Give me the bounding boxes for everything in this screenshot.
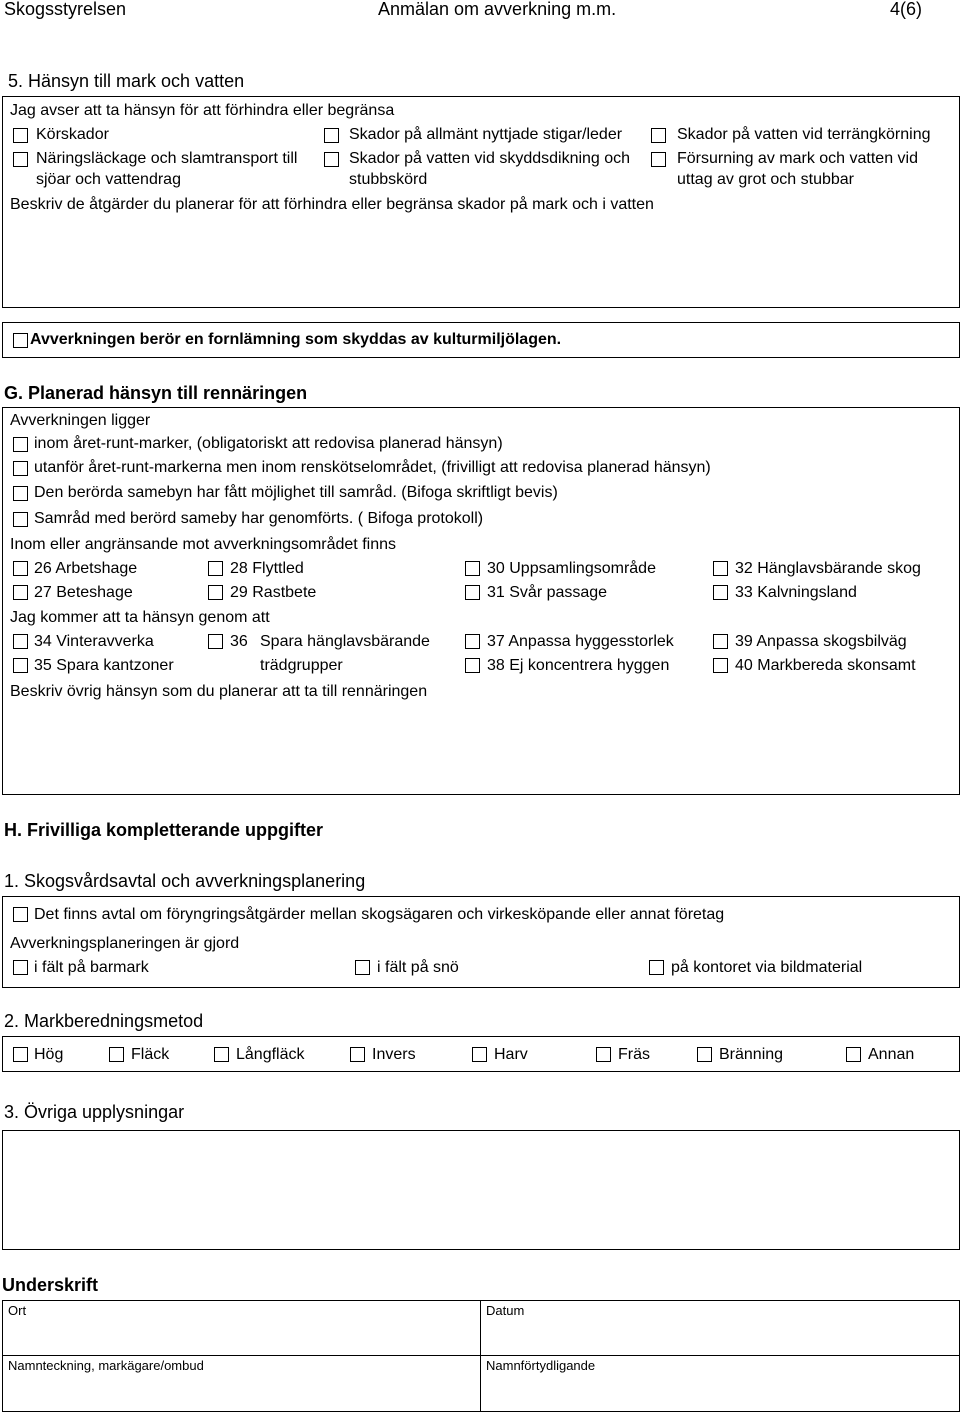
label-samrad-mojlighet: Den berörda samebyn har fått möjlighet till samråd. (Bifoga skriftligt bevis) [34,484,558,501]
label-fras: Fräs [618,1046,650,1063]
org-name: Skogsstyrelsen [4,0,127,19]
planering-label: Avverkningsplaneringen är gjord [10,935,240,952]
namnfortydligande-label: Namnförtydligande [486,1358,596,1373]
checkbox-branning[interactable] [697,1047,712,1062]
checkbox-38[interactable] [465,658,480,673]
namnfortydligande-field[interactable] [484,1374,956,1408]
subsection-2-title: 2. Markberedningsmetod [4,1011,204,1031]
checkbox-annan[interactable] [846,1047,861,1062]
checkbox-harv[interactable] [472,1047,487,1062]
checkbox-korskador[interactable] [13,128,28,143]
label-34: 34 Vinteravverka [34,633,154,650]
checkbox-naringslackage[interactable] [13,152,28,167]
label-39: 39 Anpassa skogsbilväg [735,633,907,650]
label-29: 29 Rastbete [230,584,317,601]
label-hog: Hög [34,1046,64,1063]
checkbox-fras[interactable] [596,1047,611,1062]
checkbox-skyddsdikning[interactable] [324,152,339,167]
checkbox-39[interactable] [713,634,728,649]
checkbox-avtal[interactable] [13,907,28,922]
label-37: 37 Anpassa hyggesstorlek [487,633,674,650]
label-36-text-2: trädgrupper [260,657,343,674]
checkbox-30[interactable] [465,561,480,576]
label-38: 38 Ej koncentrera hyggen [487,657,670,674]
label-forsurning-1: Försurning av mark och vatten vid [677,150,918,167]
label-arets-runt-utanfor: utanför året-runt-markerna men inom renskötselområdet, (frivilligt att redovisa planerad hänsyn) [34,459,711,476]
page-number: 4(6) [890,0,923,19]
ort-label: Ort [8,1303,27,1318]
label-samrad-genomfort: Samråd med berörd sameby har genomförts. ( Bifoga protokoll) [34,510,484,527]
checkbox-langflack[interactable] [214,1047,229,1062]
datum-label: Datum [486,1303,525,1318]
label-forsurning-2: uttag av grot och stubbar [677,171,854,188]
checkbox-samrad-genomfort[interactable] [13,512,28,527]
label-barmark: i fält på barmark [34,959,149,976]
genom-label: Jag kommer att ta hänsyn genom att [10,609,270,626]
label-skyddsdikning-2: stubbskörd [349,171,428,188]
label-28: 28 Flyttled [230,560,304,577]
checkbox-26[interactable] [13,561,28,576]
describe-label: Beskriv de åtgärder du planerar för att förhindra eller begränsa skador på mark och i vatten [10,196,654,213]
section-5-title: 5. Hänsyn till mark och vatten [8,71,245,91]
subsection-1-title: 1. Skogsvårdsavtal och avverkningsplanering [4,871,366,891]
label-31: 31 Svår passage [487,584,608,601]
section-h-title: H. Frivilliga kompletterande uppgifter [4,820,324,840]
checkbox-33[interactable] [713,585,728,600]
label-fornlamning: Avverkningen berör en fornlämning som skyddas av kulturmiljölagen. [30,331,562,348]
checkbox-bildmaterial[interactable] [649,960,664,975]
label-branning: Bränning [719,1046,784,1063]
label-40: 40 Markbereda skonsamt [735,657,916,674]
checkbox-36[interactable] [208,634,223,649]
checkbox-samrad-mojlighet[interactable] [13,486,28,501]
label-27: 27 Beteshage [34,584,133,601]
checkbox-barmark[interactable] [13,960,28,975]
label-arets-runt-inom: inom året-runt-marker, (obligatoriskt att redovisa planerad hänsyn) [34,435,503,452]
ovrig-hansyn-label: Beskriv övrig hänsyn som du planerar att ta till rennäringen [10,683,428,700]
checkbox-arets-runt-utanfor[interactable] [13,461,28,476]
label-skyddsdikning-1: Skador på vatten vid skyddsdikning och [349,150,631,167]
checkbox-35[interactable] [13,658,28,673]
label-invers: Invers [372,1046,416,1063]
datum-field[interactable] [484,1318,956,1352]
section-5-intro: Jag avser att ta hänsyn för att förhindra eller begränsa [10,102,395,119]
label-terrangkorning: Skador på vatten vid terrängkörning [677,126,931,143]
label-30: 30 Uppsamlingsområde [487,560,656,577]
checkbox-forsurning[interactable] [651,152,666,167]
namnteckning-label: Namnteckning, markägare/ombud [8,1358,204,1373]
ort-field[interactable] [4,1318,476,1352]
label-flack: Fläck [131,1046,170,1063]
label-langflack: Långfläck [236,1046,305,1063]
label-26: 26 Arbetshage [34,560,138,577]
checkbox-stigar[interactable] [324,128,339,143]
ligger-label: Avverkningen ligger [10,412,151,429]
checkbox-34[interactable] [13,634,28,649]
checkbox-37[interactable] [465,634,480,649]
label-35: 35 Spara kantzoner [34,657,174,674]
section-g-title: G. Planerad hänsyn till rennäringen [4,383,308,403]
signature-title: Underskrift [2,1275,99,1295]
label-32: 32 Hänglavsbärande skog [735,560,921,577]
label-36-text-1: Spara hänglavsbärande [260,633,430,650]
ovrig-hansyn-textarea[interactable] [4,704,956,792]
label-korskador: Körskador [36,126,109,143]
signature-col-divider [480,1300,481,1412]
checkbox-flack[interactable] [109,1047,124,1062]
checkbox-31[interactable] [465,585,480,600]
label-bildmaterial: på kontoret via bildmaterial [671,959,863,976]
checkbox-arets-runt-inom[interactable] [13,437,28,452]
checkbox-invers[interactable] [350,1047,365,1062]
checkbox-27[interactable] [13,585,28,600]
checkbox-terrangkorning[interactable] [651,128,666,143]
checkbox-40[interactable] [713,658,728,673]
label-sno: i fält på snö [377,959,459,976]
document-title: Anmälan om avverkning m.m. [378,0,617,19]
checkbox-29[interactable] [208,585,223,600]
ovriga-upplysningar-box[interactable] [2,1130,960,1250]
label-stigar: Skador på allmänt nyttjade stigar/leder [349,126,623,143]
label-36-number: 36 [230,633,248,650]
finns-label: Inom eller angränsande mot avverkningsområdet finns [10,536,396,553]
namnteckning-field[interactable] [4,1374,476,1408]
label-annan: Annan [868,1046,915,1063]
checkbox-28[interactable] [208,561,223,576]
checkbox-sno[interactable] [355,960,370,975]
describe-textarea[interactable] [4,216,956,304]
label-harv: Harv [494,1046,528,1063]
checkbox-fornlamning[interactable] [13,333,28,348]
checkbox-hog[interactable] [13,1047,28,1062]
label-33: 33 Kalvningsland [735,584,857,601]
label-naringslackage-1: Näringsläckage och slamtransport till [36,150,298,167]
label-naringslackage-2: sjöar och vattendrag [36,171,181,188]
subsection-3-title: 3. Övriga upplysningar [4,1102,185,1122]
checkbox-32[interactable] [713,561,728,576]
label-avtal: Det finns avtal om föryngringsåtgärder mellan skogsägaren och virkesköpande eller annat företag [34,906,725,923]
signature-row-divider [2,1355,960,1356]
